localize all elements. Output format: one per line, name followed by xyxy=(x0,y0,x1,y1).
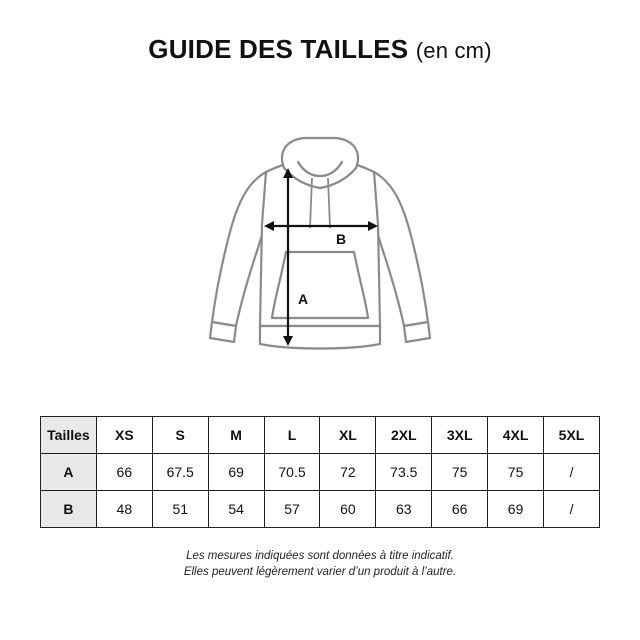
table-cell: 54 xyxy=(208,491,264,528)
footnote xyxy=(0,548,640,580)
header-cell: XS xyxy=(96,417,152,454)
table-cell: 51 xyxy=(152,491,208,528)
table-cell: 75 xyxy=(488,454,544,491)
page-title xyxy=(0,34,640,65)
table-cell: 69 xyxy=(208,454,264,491)
table-header-row xyxy=(41,417,600,454)
header-cell: 5XL xyxy=(544,417,600,454)
header-cell: 2XL xyxy=(376,417,432,454)
header-cell: XL xyxy=(320,417,376,454)
table-cell: 72 xyxy=(320,454,376,491)
size-table xyxy=(40,416,600,528)
table-cell: 66 xyxy=(432,491,488,528)
hoodie-illustration-icon xyxy=(200,132,440,362)
header-cell: 3XL xyxy=(432,417,488,454)
footnote-line-2: Elles peuvent légèrement varier d’un produit à l’autre. xyxy=(183,566,457,578)
table-cell: 69 xyxy=(488,491,544,528)
table-cell: 73.5 xyxy=(376,454,432,491)
table-row xyxy=(41,491,600,528)
row-label-a: A xyxy=(41,454,97,491)
table-cell: 67.5 xyxy=(152,454,208,491)
header-cell-tailles: Tailles xyxy=(41,417,97,454)
title-text: GUIDE DES TAILLES xyxy=(148,34,409,64)
measure-b-label: B xyxy=(336,231,347,247)
table-cell: 48 xyxy=(96,491,152,528)
table-cell: / xyxy=(544,454,600,491)
header-cell: L xyxy=(264,417,320,454)
table-cell: 70.5 xyxy=(264,454,320,491)
title-unit: (en cm) xyxy=(415,38,492,63)
hoodie-figure xyxy=(200,132,440,362)
table-cell: / xyxy=(544,491,600,528)
table-cell: 57 xyxy=(264,491,320,528)
header-cell: S xyxy=(152,417,208,454)
table-cell: 63 xyxy=(376,491,432,528)
measure-a-label: A xyxy=(298,291,309,307)
table-row xyxy=(41,454,600,491)
row-label-b: B xyxy=(41,491,97,528)
table-cell: 75 xyxy=(432,454,488,491)
table-cell: 60 xyxy=(320,491,376,528)
footnote-line-1: Les mesures indiquées sont données à titre indicatif. xyxy=(186,550,454,562)
table-cell: 66 xyxy=(96,454,152,491)
header-cell: 4XL xyxy=(488,417,544,454)
header-cell: M xyxy=(208,417,264,454)
